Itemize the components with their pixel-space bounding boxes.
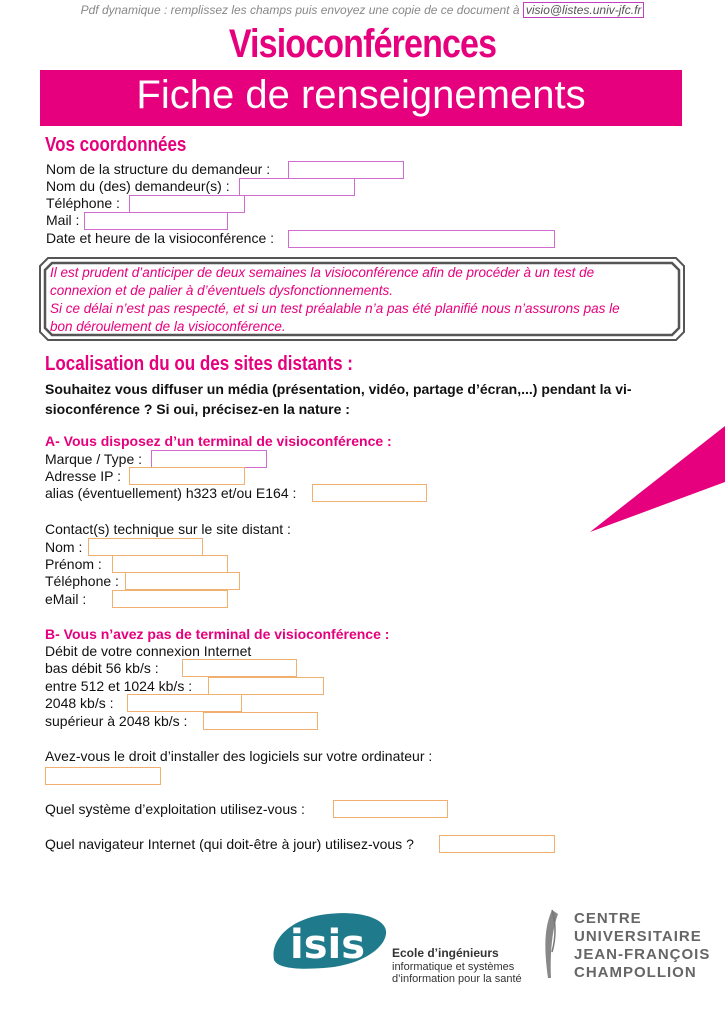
notice-line: Si ce délai n’est pas respecté, et si un test préalable n’a pas été planifié nous n’assurons pas le	[50, 301, 620, 316]
telephone-label: Téléphone :	[46, 195, 120, 211]
isis-school-label: Ecole d’ingénieurs	[392, 946, 499, 960]
debit-2048-label: 2048 kb/s :	[45, 695, 114, 711]
demandeur-field[interactable]	[239, 178, 355, 196]
section-b-title: B- Vous n’avez pas de terminal de visioconférence :	[45, 626, 390, 642]
mail-field[interactable]	[84, 212, 228, 230]
notice-text	[50, 264, 680, 336]
entre-debit-field[interactable]	[208, 677, 324, 695]
bas-debit-field[interactable]	[182, 659, 297, 677]
structure-field[interactable]	[288, 161, 404, 179]
prenom-label: Prénom :	[45, 556, 102, 572]
champollion-line: CENTRE	[574, 910, 642, 927]
media-question-line: sioconférence ? Si oui, précisez-en la nature :	[45, 401, 350, 417]
date-label: Date et heure de la visioconférence :	[46, 230, 275, 246]
contact-email-label: eMail :	[45, 591, 87, 607]
structure-label: Nom de la structure du demandeur :	[46, 161, 271, 177]
telephone-field[interactable]	[129, 195, 245, 213]
nom-field[interactable]	[88, 538, 203, 556]
champollion-logo	[574, 910, 710, 982]
page-title: Visioconférences	[228, 22, 497, 66]
notice-line: bon déroulement de la visioconférence.	[50, 319, 286, 334]
media-question-line: Souhaitez vous diffuser un média (présentation, vidéo, partage d’écran,...) pendant la vi-	[45, 381, 632, 397]
contact-label: Contact(s) technique sur le site distant :	[45, 521, 291, 537]
notice-line: connexion et de palier à d’éventuels dysfonctionnements.	[50, 283, 393, 298]
coordonnees-title: Vos coordonnées	[45, 134, 187, 156]
contact-tel-field[interactable]	[125, 572, 240, 590]
champollion-line: CHAMPOLLION	[574, 964, 697, 981]
sup-debit-field[interactable]	[203, 712, 318, 730]
debit-label: Débit de votre connexion Internet	[45, 643, 252, 659]
bas-debit-label: bas débit 56 kb/s :	[45, 660, 159, 676]
os-field[interactable]	[333, 800, 448, 818]
marque-label: Marque / Type :	[45, 451, 143, 467]
demandeur-label: Nom du (des) demandeur(s) :	[46, 178, 230, 194]
section-a-title: A- Vous disposez d’un terminal de visioconférence :	[45, 433, 392, 449]
mail-label: Mail :	[46, 212, 80, 228]
contact-email-field[interactable]	[112, 590, 228, 608]
champollion-line: JEAN-FRANÇOIS	[574, 946, 711, 963]
notice-line: Il est prudent d’anticiper de deux semaines la visioconférence afin de procéder à un test de	[50, 265, 595, 280]
debit-2048-field[interactable]	[127, 694, 242, 712]
quill-icon	[540, 908, 562, 980]
sup-debit-label: supérieur à 2048 kb/s :	[45, 713, 188, 729]
instructions-text: Pdf dynamique : remplissez les champs puis envoyez une copie de ce document à	[80, 3, 520, 17]
nom-label: Nom :	[45, 539, 83, 555]
media-question	[45, 379, 632, 419]
marque-field[interactable]	[151, 450, 267, 468]
date-field[interactable]	[288, 230, 555, 248]
champollion-line: UNIVERSITAIRE	[574, 928, 702, 945]
isis-logo	[268, 910, 390, 972]
instructions-note	[0, 3, 725, 17]
email-link[interactable]: visio@listes.univ-jfc.fr	[523, 2, 645, 18]
decorative-triangle	[590, 426, 725, 532]
isis-desc-line1: informatique et systèmes	[392, 961, 515, 973]
alias-field[interactable]	[312, 484, 427, 502]
isis-desc-line2: d’information pour la santé	[392, 973, 522, 985]
droit-label: Avez-vous le droit d’installer des logiciels sur votre ordinateur :	[45, 748, 433, 764]
droit-field[interactable]	[45, 767, 161, 785]
ip-field[interactable]	[129, 467, 245, 485]
isis-logo-text: isis	[290, 922, 366, 968]
contact-tel-label: Téléphone :	[45, 573, 119, 589]
prenom-field[interactable]	[112, 555, 228, 573]
navigateur-field[interactable]	[439, 835, 555, 853]
banner-title: Fiche de renseignements	[136, 73, 586, 117]
alias-label: alias (éventuellement) h323 et/ou E164 :	[45, 485, 297, 501]
navigateur-label: Quel navigateur Internet (qui doit-être à jour) utilisez-vous ?	[45, 836, 414, 852]
os-label: Quel système d’exploitation utilisez-vous :	[45, 801, 305, 817]
localisation-title: Localisation du ou des sites distants :	[45, 353, 353, 375]
entre-debit-label: entre 512 et 1024 kb/s :	[45, 678, 193, 694]
ip-label: Adresse IP :	[45, 468, 122, 484]
